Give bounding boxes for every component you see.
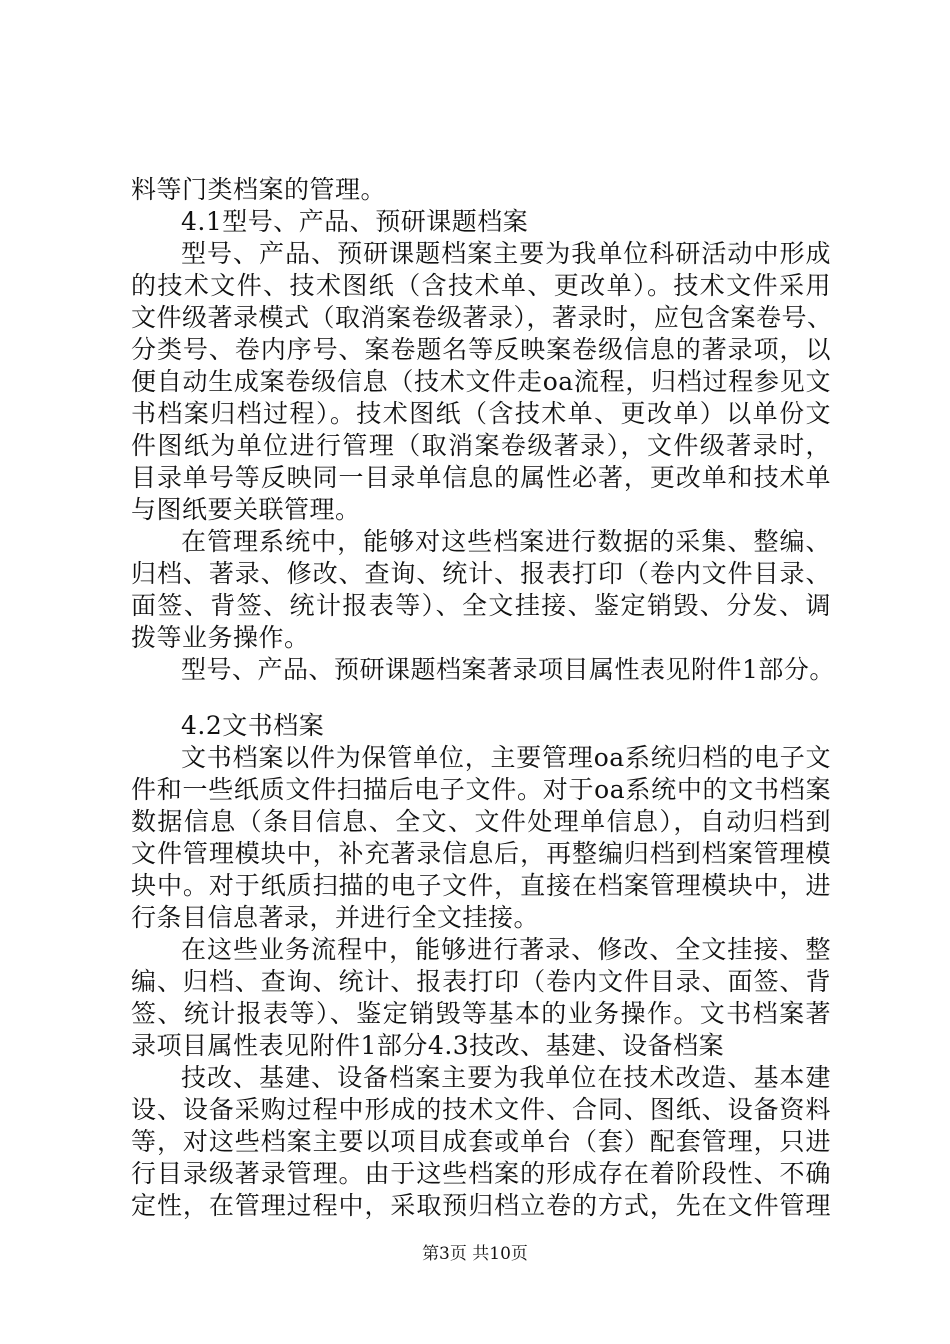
paragraph-line: 件图纸为单位进行管理（取消案卷级著录），文件级著录时，: [131, 431, 831, 460]
paragraph-line: 目录单号等反映同一目录单信息的属性必著，更改单和技术单: [131, 463, 831, 492]
paragraph-line: 文件级著录模式（取消案卷级著录），著录时，应包含案卷号、: [131, 303, 833, 332]
paragraph-line: 件和一些纸质文件扫描后电子文件。对于oa系统中的文书档案: [131, 775, 831, 804]
paragraph-line: 归档、著录、修改、查询、统计、报表打印（卷内文件目录、: [131, 559, 831, 588]
section-heading: 4.2文书档案: [181, 711, 325, 740]
paragraph-line: 在管理系统中，能够对这些档案进行数据的采集、整编、: [181, 527, 831, 556]
paragraph-line: 数据信息（条目信息、全文、文件处理单信息），自动归档到: [131, 807, 831, 836]
paragraph-line: 录项目属性表见附件1部分4.3技改、基建、设备档案: [131, 1031, 725, 1060]
paragraph-line: 料等门类档案的管理。: [131, 175, 387, 204]
paragraph-line: 签、统计报表等）、鉴定销毁等基本的业务操作。文书档案著: [131, 999, 831, 1028]
paragraph-line: 便自动生成案卷级信息（技术文件走oa流程，归档过程参见文: [131, 367, 831, 396]
paragraph-line: 面签、背签、统计报表等）、全文挂接、鉴定销毁、分发、调: [131, 591, 831, 620]
paragraph-line: 定性，在管理过程中，采取预归档立卷的方式，先在文件管理: [131, 1191, 831, 1220]
paragraph-line: 型号、产品、预研课题档案著录项目属性表见附件1部分。: [181, 655, 835, 684]
paragraph-line: 行目录级著录管理。由于这些档案的形成存在着阶段性、不确: [131, 1159, 831, 1188]
paragraph-line: 文件管理模块中，补充著录信息后，再整编归档到档案管理模: [131, 839, 831, 868]
paragraph-line: 技改、基建、设备档案主要为我单位在技术改造、基本建: [181, 1063, 831, 1092]
paragraph-line: 分类号、卷内序号、案卷题名等反映案卷级信息的著录项，以: [131, 335, 831, 364]
paragraph-line: 设、设备采购过程中形成的技术文件、合同、图纸、设备资料: [131, 1095, 831, 1124]
paragraph-line: 拨等业务操作。: [131, 623, 310, 652]
page-number-footer: 第3页 共10页: [422, 1244, 528, 1264]
paragraph-line: 行条目信息著录，并进行全文挂接。: [131, 903, 540, 932]
paragraph-line: 块中。对于纸质扫描的电子文件，直接在档案管理模块中，进: [131, 871, 831, 900]
paragraph-line: 的技术文件、技术图纸（含技术单、更改单）。技术文件采用: [131, 271, 831, 300]
paragraph-line: 书档案归档过程）。技术图纸（含技术单、更改单）以单份文: [131, 399, 831, 428]
paragraph-line: 与图纸要关联管理。: [131, 495, 361, 524]
section-heading: 4.1型号、产品、预研课题档案: [181, 207, 529, 236]
paragraph-line: 等，对这些档案主要以项目成套或单台（套）配套管理，只进: [131, 1127, 831, 1156]
paragraph-line: 在这些业务流程中，能够进行著录、修改、全文挂接、整: [181, 935, 831, 964]
paragraph-line: 型号、产品、预研课题档案主要为我单位科研活动中形成: [181, 239, 831, 268]
paragraph-line: 编、归档、查询、统计、报表打印（卷内文件目录、面签、背: [131, 967, 831, 996]
paragraph-line: 文书档案以件为保管单位，主要管理oa系统归档的电子文: [181, 743, 831, 772]
